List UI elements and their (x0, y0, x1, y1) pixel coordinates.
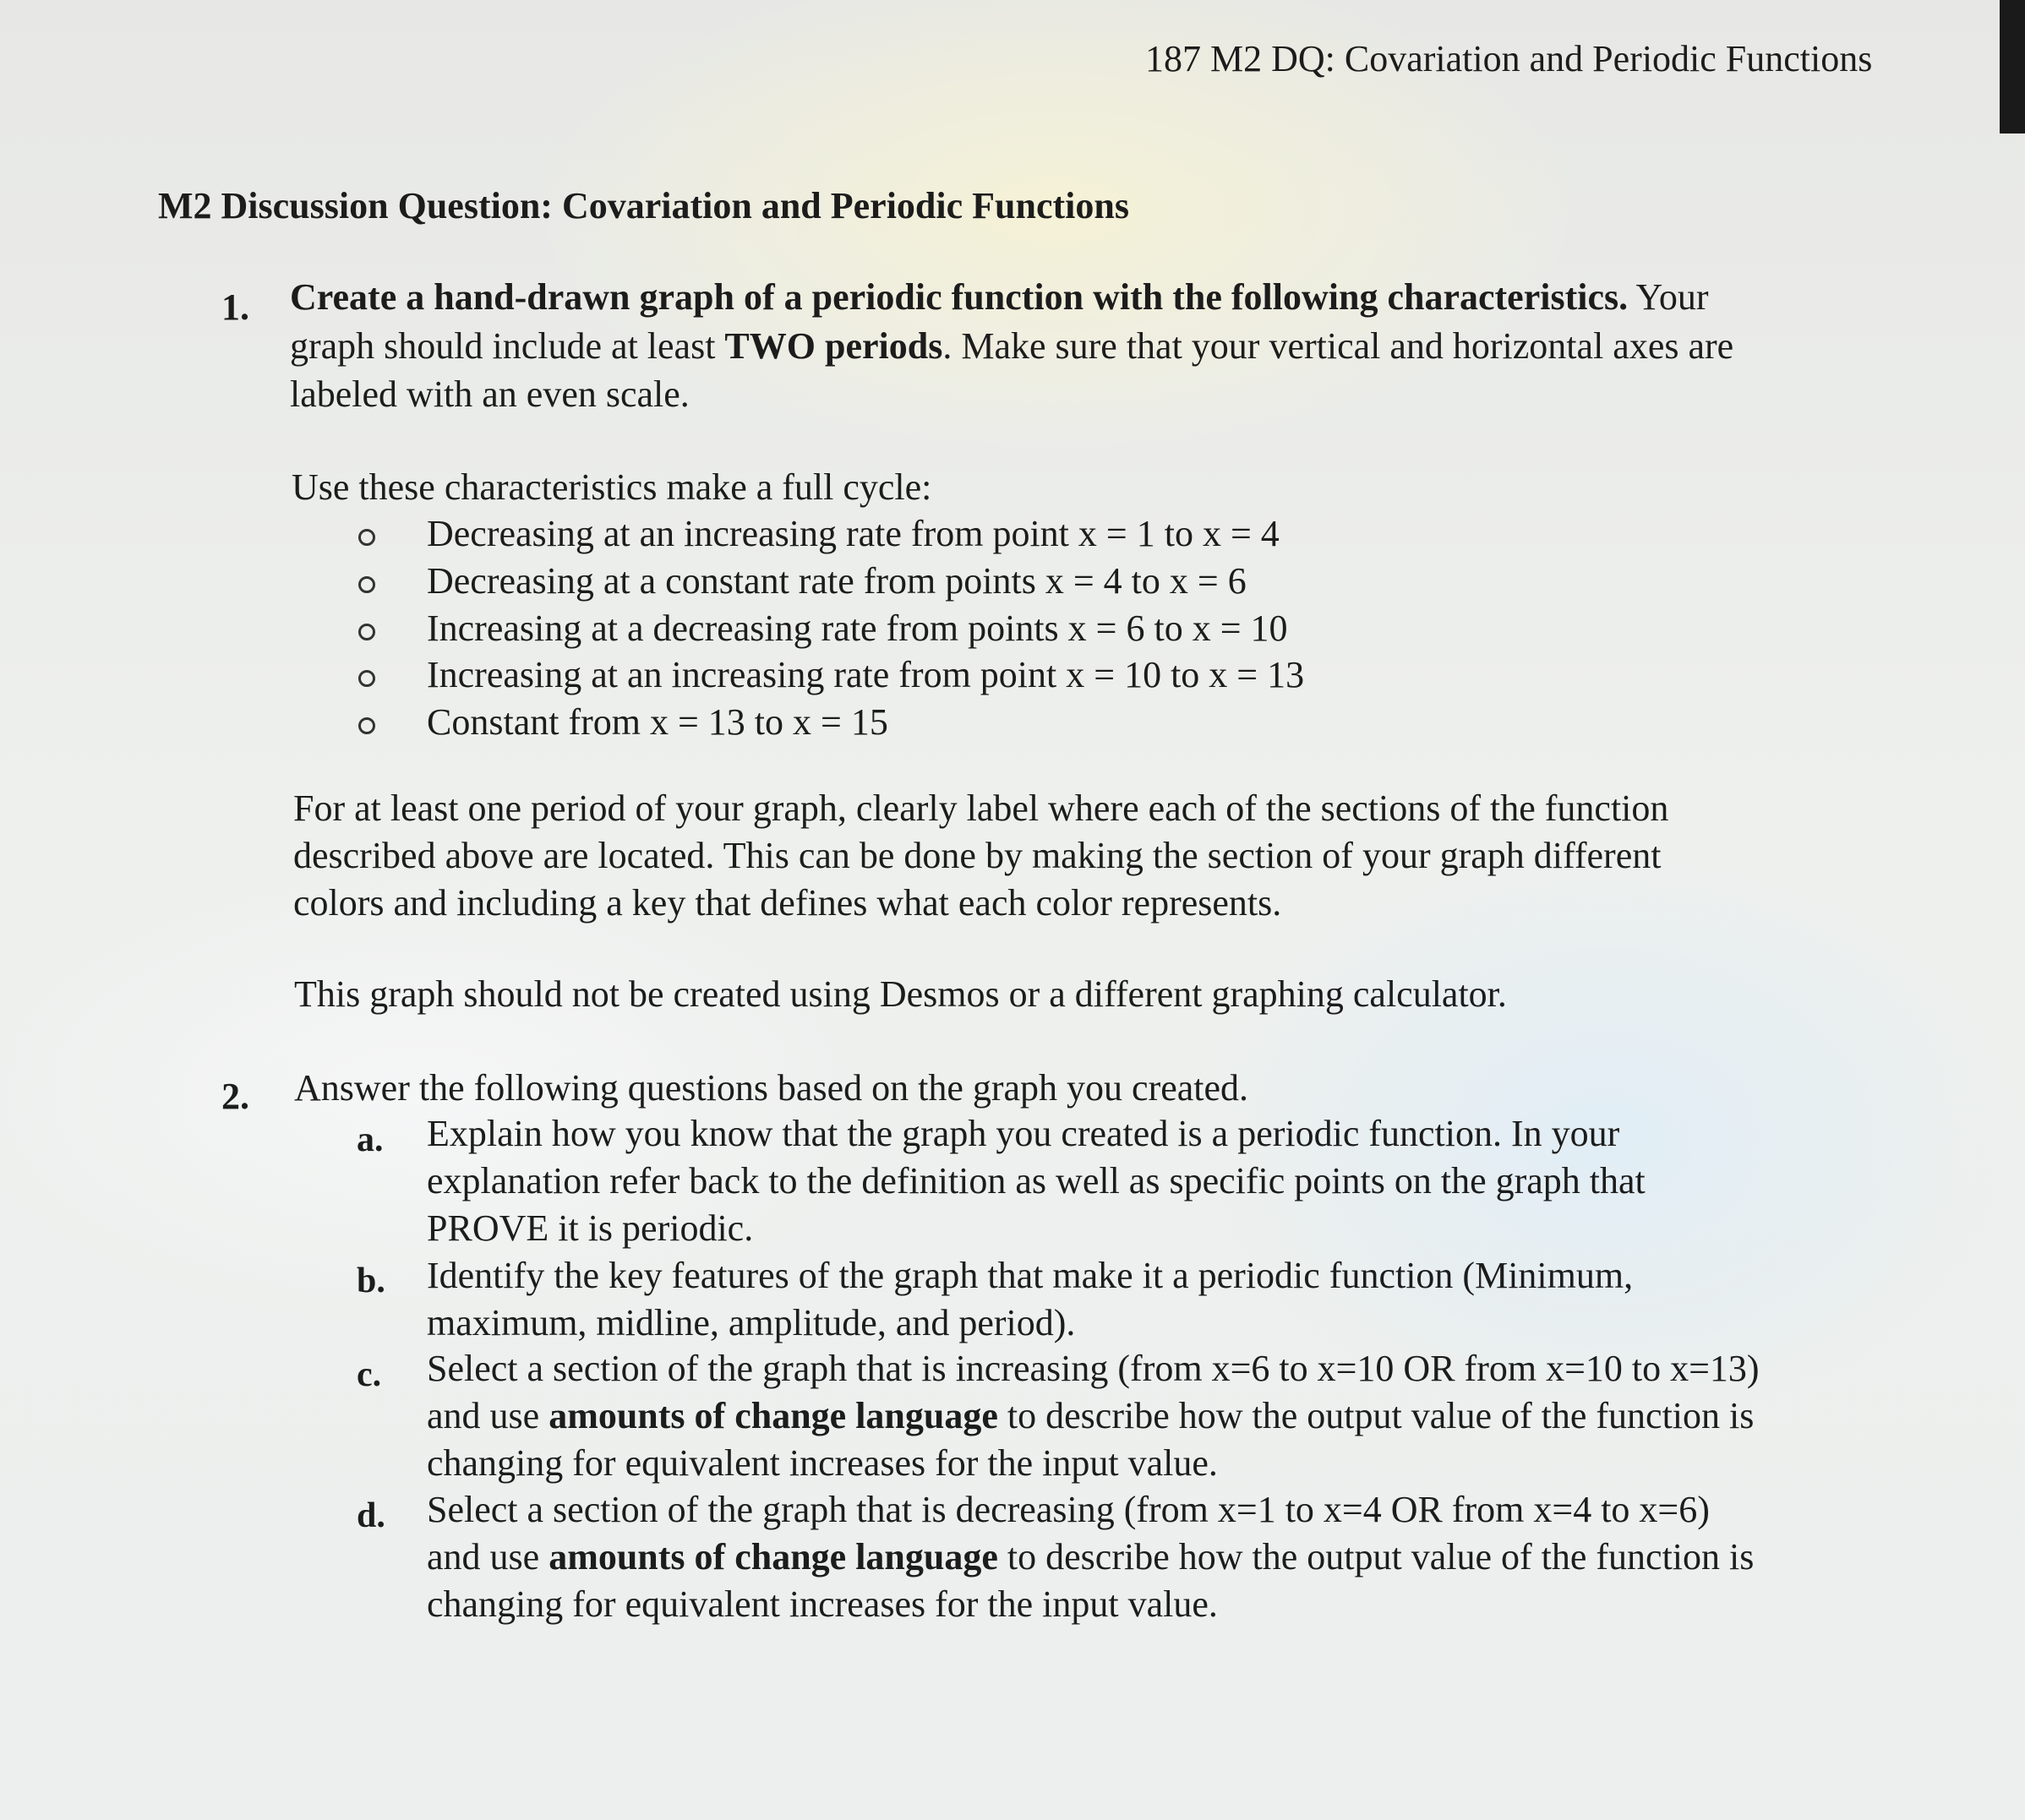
q1-line-2-post: . Make sure that your vertical and horizontal axes are (942, 325, 1734, 367)
q1-line-1 (290, 276, 1709, 318)
q2-c-line-3: changing for equivalent increases for the input value. (427, 1442, 1218, 1484)
q2-a-line-3: PROVE it is periodic. (427, 1207, 754, 1249)
question-1-number: 1. (221, 286, 249, 328)
characteristic-2: Decreasing at a constant rate from points x = 4 to x = 6 (427, 560, 1247, 602)
q1-line-1-rest: Your (1628, 276, 1709, 318)
document-title: M2 Discussion Question: Covariation and Periodic Functions (158, 185, 1129, 226)
q1-line-1-bold: Create a hand-drawn graph of a periodic function with the following characteristics. (290, 276, 1629, 318)
q1-characteristics-intro: Use these characteristics make a full cycle: (292, 466, 932, 508)
q1-line-2-pre: graph should include at least (290, 325, 725, 367)
q2-d-line-2 (427, 1536, 1755, 1578)
characteristic-3: Increasing at a decreasing rate from points x = 6 to x = 10 (427, 608, 1288, 649)
q1-para2: This graph should not be created using Desmos or a different graphing calculator. (294, 973, 1507, 1015)
page-header: 187 M2 DQ: Covariation and Periodic Functions (1145, 38, 1873, 79)
bullet-icon (358, 529, 375, 546)
q2-b-letter: b. (357, 1261, 385, 1300)
dark-edge-marker (2000, 0, 2025, 134)
bullet-icon (358, 717, 375, 734)
characteristic-5: Constant from x = 13 to x = 15 (427, 701, 888, 743)
q1-line-2-bold: TWO periods (724, 325, 943, 367)
characteristic-4: Increasing at an increasing rate from point x = 10 to x = 13 (427, 654, 1305, 695)
q2-intro: Answer the following questions based on the graph you created. (294, 1067, 1249, 1109)
characteristic-1: Decreasing at an increasing rate from point x = 1 to x = 4 (427, 513, 1280, 554)
q2-c-line-1: Select a section of the graph that is increasing (from x=6 to x=10 OR from x=10 to x=13) (427, 1348, 1760, 1389)
q2-c-line-2-post: to describe how the output value of the function is (997, 1395, 1755, 1436)
q2-c-line-2-bold: amounts of change language (549, 1395, 998, 1436)
bullet-icon (358, 576, 375, 593)
q1-line-3: labeled with an even scale. (290, 373, 690, 415)
q2-c-line-2-pre: and use (427, 1395, 549, 1436)
q1-para1-line-2: described above are located. This can be done by making the section of your graph different (293, 835, 1662, 876)
q2-d-line-2-pre: and use (427, 1536, 549, 1578)
q1-para1-line-1: For at least one period of your graph, clearly label where each of the sections of the function (293, 787, 1669, 829)
q1-para1-line-3: colors and including a key that defines what each color represents. (293, 882, 1282, 924)
q2-a-line-2: explanation refer back to the definition as well as specific points on the graph that (427, 1160, 1646, 1202)
bullet-icon (358, 670, 375, 687)
q2-c-line-2 (427, 1395, 1755, 1436)
q2-a-letter: a. (357, 1120, 384, 1159)
question-2-number: 2. (221, 1076, 249, 1117)
q2-d-line-1: Select a section of the graph that is decreasing (from x=1 to x=4 OR from x=4 to x=6) (427, 1489, 1710, 1530)
q2-a-line-1: Explain how you know that the graph you created is a periodic function. In your (427, 1113, 1620, 1154)
bullet-icon (358, 624, 375, 640)
q2-d-line-2-post: to describe how the output value of the function is (997, 1536, 1755, 1578)
q2-d-line-3: changing for equivalent increases for the input value. (427, 1583, 1218, 1625)
q2-b-line-1: Identify the key features of the graph that make it a periodic function (Minimum, (427, 1255, 1634, 1296)
q2-d-letter: d. (357, 1496, 385, 1535)
q1-line-2 (290, 325, 1734, 367)
q2-c-letter: c. (357, 1355, 382, 1394)
q2-d-line-2-bold: amounts of change language (549, 1536, 998, 1578)
q2-b-line-2: maximum, midline, amplitude, and period). (427, 1302, 1076, 1343)
